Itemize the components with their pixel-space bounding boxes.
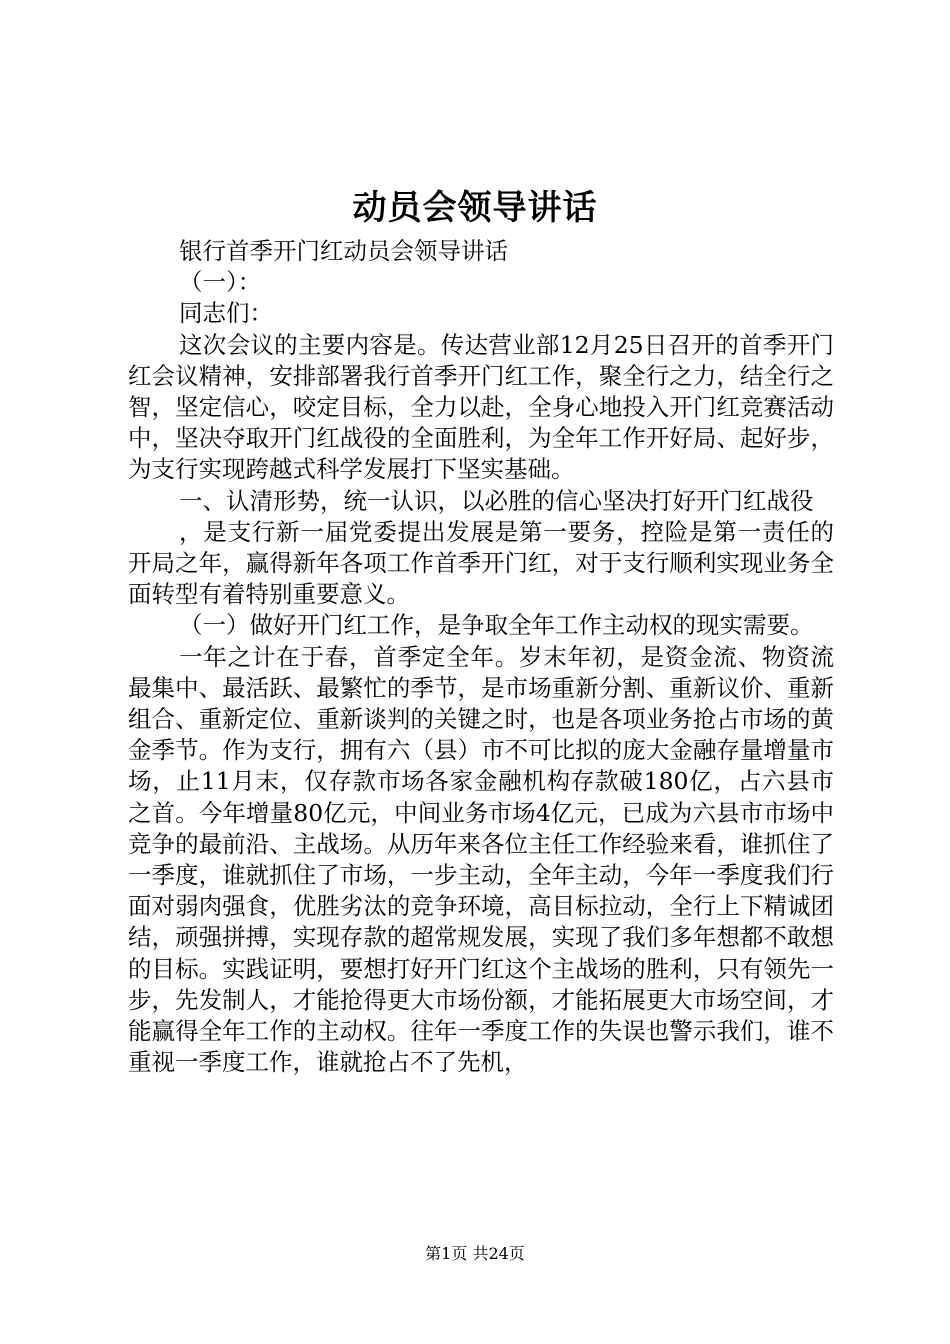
page-number-footer: 第1页 共24页 — [425, 1244, 525, 1263]
paragraph-heading-one: 一、认清形势，统一认识，以必胜的信心坚决打好开门红战役 — [179, 486, 814, 515]
paragraph-opening-year: ，是支行新一届党委提出发展是第一要务，控险是第一责任的开局之年，赢得新年各项工作首季开门红，对于支行顺利实现业务全面转型有着特别重要意义。 — [128, 517, 834, 609]
paragraph-salutation: 同志们： — [179, 299, 273, 328]
paragraph-first-quarter: 一年之计在于春，首季定全年。岁末年初，是资金流、物资流最集中、最活跃、最繁忙的季节，是市场重新分割、重新议价、重新组合、重新定位、重新谈判的关键之时，也是各项业务抢占市场的黄金季节。作为支行，拥有六（县）市不可比拟的庞大金融存量增量市场，止11月末，仅存款市场各家金融机构存款破180亿，占六县市之首。今年增量80亿元，中间业务市场4亿元，已成为六县市市场中竞争的最前沿、主战场。从历年来各位主任工作经验来看，谁抓住了一季度，谁就抓住了市场，一步主动，全年主动，今年一季度我们行面对弱肉强食，优胜劣汰的竞争环境，高目标拉动，全行上下精诚团结，顽强拼搏，实现存款的超常规发展，实现了我们多年想都不敢想的目标。实践证明，要想打好开门红这个主战场的胜利，只有领先一步，先发制人，才能抢得更大市场份额，才能拓展更大市场空间，才能赢得全年工作的主动权。往年一季度工作的失误也警示我们，谁不重视一季度工作，谁就抢占不了先机， — [128, 642, 834, 1077]
document-body — [128, 236, 834, 1078]
paragraph-subheading-one: （一）做好开门红工作，是争取全年工作主动权的现实需要。 — [179, 611, 814, 640]
paragraph-meeting-content: 这次会议的主要内容是。传达营业部12月25日召开的首季开门红会议精神，安排部署我行首季开门红工作，聚全行之力，结全行之智，坚定信心，咬定目标，全力以赴，全身心地投入开门红竞赛活动中，坚决夺取开门红战役的全面胜利，为全年工作开好局、起好步，为支行实现跨越式科学发展打下坚实基础。 — [128, 330, 834, 484]
document-title: 动员会领导讲话 — [352, 188, 598, 228]
paragraph-section-marker: （一）： — [179, 268, 262, 297]
paragraph-subtitle: 银行首季开门红动员会领导讲话 — [179, 237, 508, 265]
